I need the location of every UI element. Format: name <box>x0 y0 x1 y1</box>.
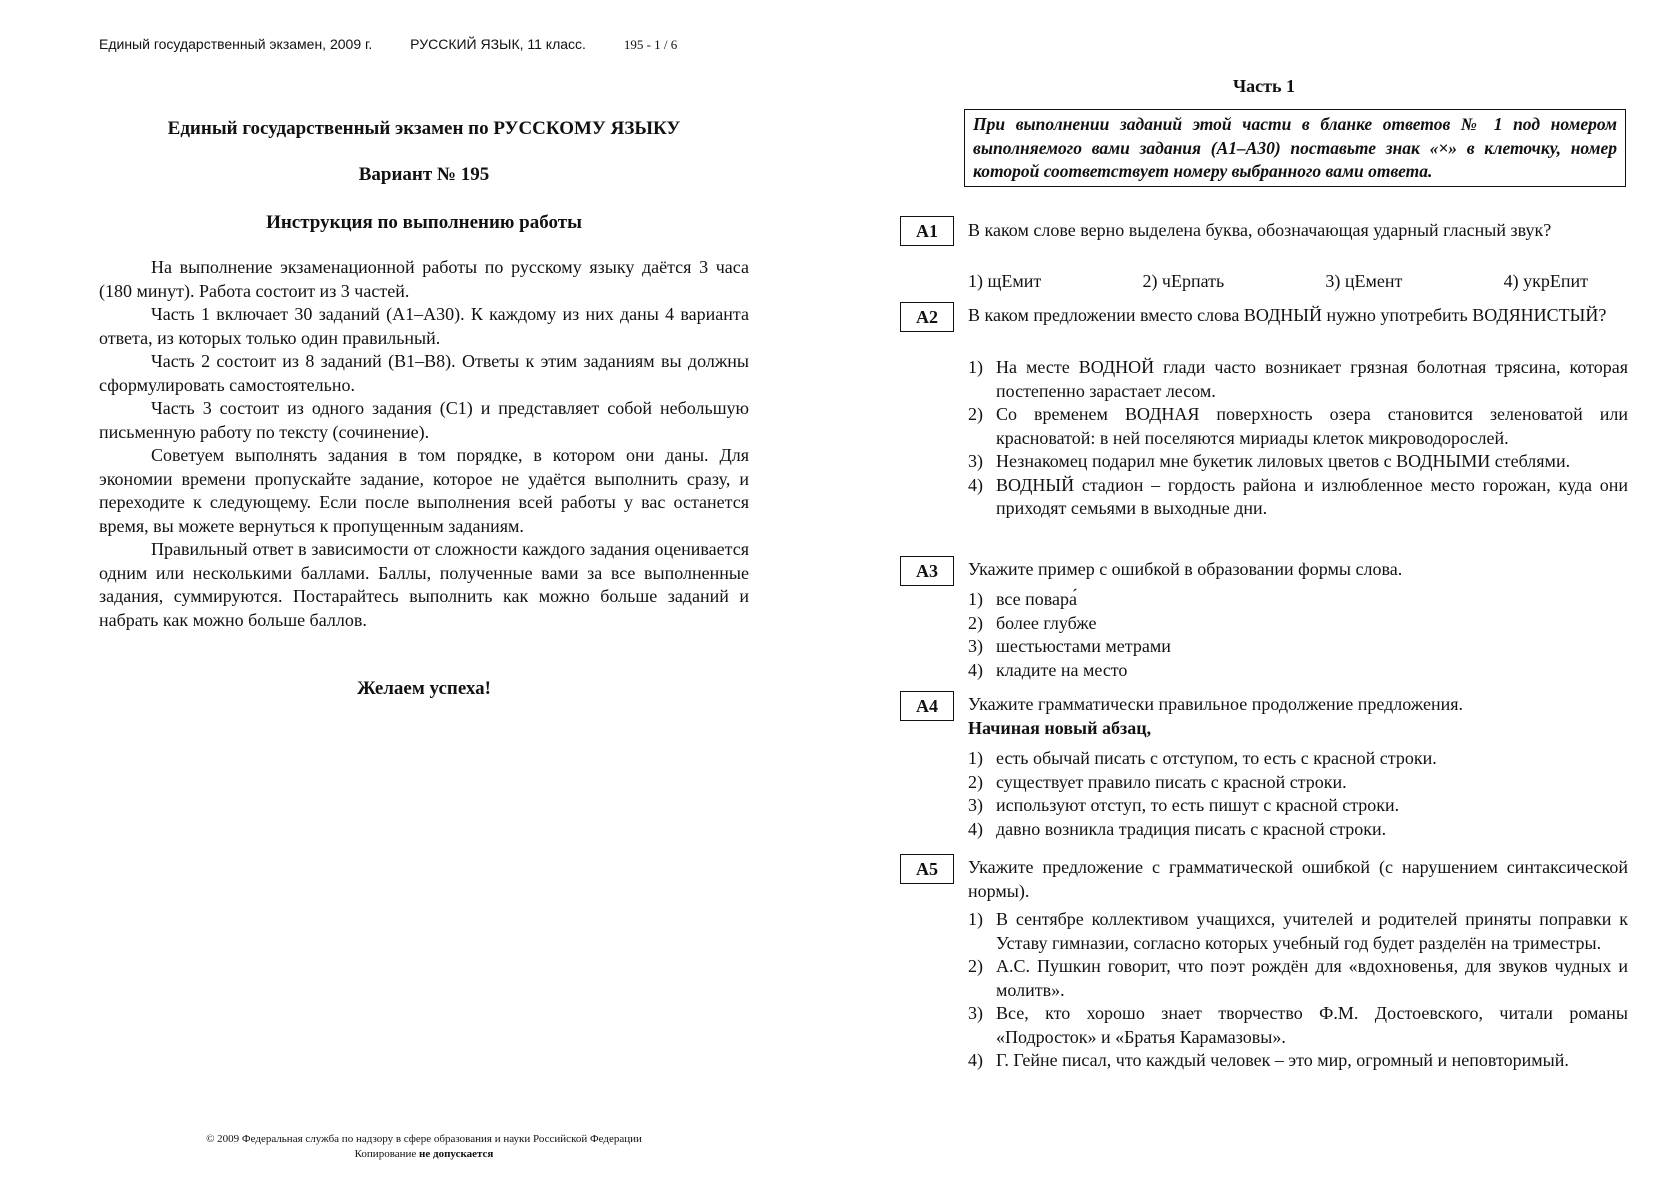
option-number: 3) <box>968 795 983 815</box>
option-text: Незнакомец подарил мне букетик лиловых цветов с ВОДНЫМИ стеблями. <box>996 451 1571 471</box>
part-title: Часть 1 <box>1232 76 1296 96</box>
option-number: 4) <box>968 818 983 839</box>
answer-options <box>968 588 1628 682</box>
option-text: шестьюстами метрами <box>996 636 1171 656</box>
exam-name: Единый государственный экзамен, 2009 г. <box>99 36 373 52</box>
task-number-box: А2 <box>900 302 954 332</box>
good-luck-text: Желаем успеха! <box>357 678 491 699</box>
paragraph: Советуем выполнять задания в том порядке, в котором они даны. Для экономии времени пропускайте задание, которое не удаётся выполнить сразу, и переходите к следующему. Если после выполнения всей работы у вас останется время, вы можете вернуться к пропущенным заданиям. <box>99 445 749 536</box>
part-instruction-box: При выполнении заданий этой части в бланке ответов № 1 под номером выполняемого вами задания (А1–А30) поставьте знак «×» в клеточку, номер которой соответствует номеру выбранного вами ответа. <box>964 109 1626 187</box>
question-text: Укажите грамматически правильное продолжение предложения. <box>968 694 1464 714</box>
paragraph: Правильный ответ в зависимости от сложности каждого задания оценивается одним или несколькими баллами. Баллы, полученные вами за все выполненные задания, суммируются. Постарайтесь выполнить как можно больше заданий и набрать как можно больше баллов. <box>99 539 749 630</box>
task-number-box: А4 <box>900 691 954 721</box>
task-question: В каком предложении вместо слова ВОДНЫЙ нужно употребить ВОДЯНИСТЫЙ? <box>968 305 1607 325</box>
option-number: 2) <box>968 612 983 633</box>
answer-option <box>968 818 1628 842</box>
option-text: более глубже <box>996 612 1097 633</box>
task-number-box: А3 <box>900 556 954 586</box>
option-number: 2) <box>968 956 983 976</box>
option-number: 4) <box>968 474 983 495</box>
copy-notice-bold: не допускается <box>419 1148 494 1160</box>
answer-options <box>968 747 1628 841</box>
variant-title: Вариант № 195 <box>358 164 490 185</box>
exam-title: Единый государственный экзамен по РУССКОМУ ЯЗЫКУ <box>167 118 681 139</box>
answer-options <box>968 356 1628 521</box>
answer-option <box>968 612 1628 636</box>
option-text: используют отступ, то есть пишут с красной строки. <box>996 795 1400 815</box>
paragraph: Часть 2 состоит из 8 заданий (В1–В8). Ответы к этим заданиям вы должны сформулировать самостоятельно. <box>99 351 749 395</box>
instructions-body <box>99 256 749 632</box>
option-text: Все, кто хорошо знает творчество Ф.М. Достоевского, читали романы «Подросток» и «Братья Карамазовы». <box>996 1003 1628 1047</box>
option-number: 1) <box>968 909 983 929</box>
paragraph: Часть 3 состоит из одного задания (С1) и представляет собой небольшую письменную работу по тексту (сочинение). <box>99 398 749 442</box>
option-text: все повара́ <box>996 589 1077 609</box>
answer-option <box>968 747 1628 771</box>
option-number: 1) <box>968 589 983 609</box>
option-number: 2) <box>968 771 983 792</box>
answer-option: 3) цЕмент <box>1325 271 1403 291</box>
page-header <box>99 36 677 53</box>
task-question: В каком слове верно выделена буква, обозначающая ударный гласный звук? <box>968 220 1552 240</box>
task-question <box>968 693 1628 740</box>
copy-notice <box>99 1147 749 1162</box>
option-number: 3) <box>968 451 983 471</box>
paragraph: Часть 1 включает 30 заданий (А1–А30). К каждому из них даны 4 варианта ответа, из которых только один правильный. <box>99 304 749 348</box>
instructions-title: Инструкция по выполнению работы <box>266 212 582 233</box>
option-number: 4) <box>968 659 983 680</box>
option-number: 1) <box>968 748 983 768</box>
copyright-line: © 2009 Федеральная служба по надзору в сфере образования и науки Российской Федерации <box>206 1133 642 1145</box>
answer-option <box>968 794 1628 818</box>
answer-option: 1) щЕмит <box>968 271 1042 291</box>
option-text: давно возникла традиция писать с красной строки. <box>996 818 1387 839</box>
answer-option <box>968 588 1628 612</box>
option-text: кладите на место <box>996 659 1128 680</box>
option-number: 4) <box>968 1050 983 1070</box>
answer-option: 2) чЕрпать <box>1142 271 1225 291</box>
answer-option <box>968 955 1628 1002</box>
page-number: 195 - 1 / 6 <box>623 37 678 52</box>
option-number: 1) <box>968 357 983 377</box>
copyright-footer <box>99 1132 749 1162</box>
answer-option <box>968 403 1628 450</box>
answer-options <box>968 270 1628 294</box>
task-number-box: А1 <box>900 216 954 246</box>
subject-name: РУССКИЙ ЯЗЫК, 11 класс. <box>410 36 586 52</box>
answer-option: 4) укрЕпит <box>1503 271 1588 291</box>
answer-option <box>968 1002 1628 1049</box>
task-question: Укажите пример с ошибкой в образовании формы слова. <box>968 559 1403 579</box>
answer-option <box>968 635 1628 659</box>
option-number: 3) <box>968 1003 983 1023</box>
option-text: ВОДНЫЙ стадион – гордость района и излюбленное место горожан, куда они приходят семьями в выходные дни. <box>996 474 1628 518</box>
paragraph: На выполнение экзаменационной работы по русскому языку даётся 3 часа (180 минут). Работа состоит из 3 частей. <box>99 257 749 301</box>
option-text: существует правило писать с красной строки. <box>996 771 1347 792</box>
sentence-start: Начиная новый абзац, <box>968 717 1152 738</box>
option-number: 2) <box>968 404 983 424</box>
answer-option <box>968 659 1628 683</box>
option-text: Г. Гейне писал, что каждый человек – это мир, огромный и неповторимый. <box>996 1050 1569 1070</box>
answer-option <box>968 908 1628 955</box>
answer-option <box>968 474 1628 521</box>
answer-options <box>968 908 1628 1073</box>
option-text: есть обычай писать с отступом, то есть с красной строки. <box>996 748 1437 768</box>
option-text: Со временем ВОДНАЯ поверхность озера становится зеленоватой или красноватой: в ней поселяются мириады клеток микроводорослей. <box>996 404 1628 448</box>
option-number: 3) <box>968 636 983 656</box>
answer-option <box>968 1049 1628 1073</box>
option-text: А.С. Пушкин говорит, что поэт рождён для «вдохновенья, для звуков чудных и молитв». <box>996 956 1628 1000</box>
answer-option <box>968 450 1628 474</box>
option-text: На месте ВОДНОЙ глади часто возникает грязная болотная трясина, которая постепенно зарастает лесом. <box>996 357 1628 401</box>
answer-option <box>968 771 1628 795</box>
task-number-box: А5 <box>900 854 954 884</box>
option-text: В сентябре коллективом учащихся, учителей и родителей приняты поправки к Уставу гимназии, согласно которых учебный год будет разделён на триместры. <box>996 909 1628 953</box>
answer-option <box>968 356 1628 403</box>
copy-notice-prefix: Копирование <box>354 1148 420 1160</box>
task-question: Укажите предложение с грамматической ошибкой (с нарушением синтаксической нормы). <box>968 857 1628 901</box>
